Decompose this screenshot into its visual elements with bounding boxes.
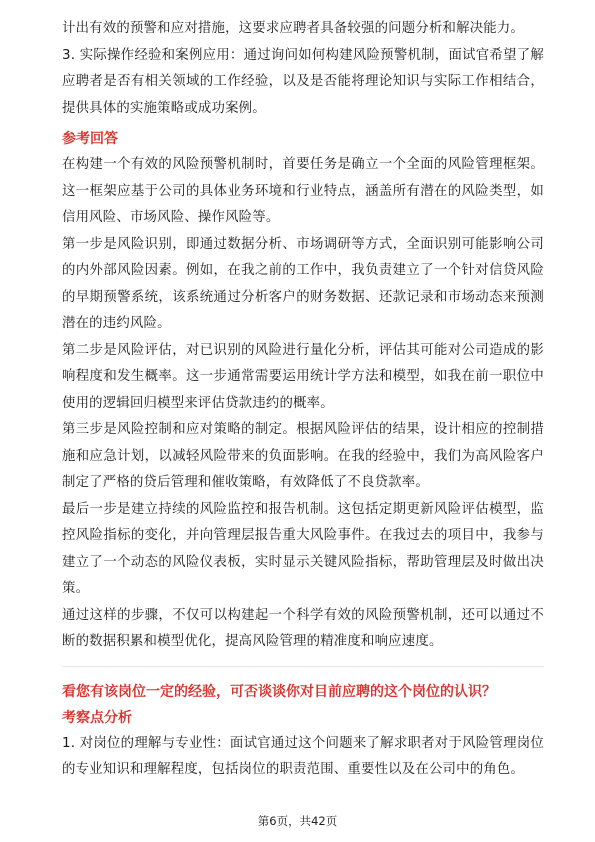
- answer-paragraph-3: 第二步是风险评估，对已识别的风险进行量化分析，评估其可能对公司造成的影响程度和发生概率。这一步通常需要运用统计学方法和模型，如我在前一职位中使用的逻辑回归模型来评估贷款违约的概率。: [62, 342, 544, 411]
- analysis-point-1: 1. 对岗位的理解与专业性：面试官通过这个问题来了解求职者对于风险管理岗位的专业知识和理解程度，包括岗位的职责范围、重要性以及在公司中的角色。: [62, 735, 544, 777]
- answer-paragraph-1: 在构建一个有效的风险预警机制时，首要任务是确立一个全面的风险管理框架。这一框架应基于公司的具体业务环境和行业特点，涵盖所有潜在的风险类型，如信用风险、市场风险、操作风险等。: [62, 157, 544, 225]
- document-body: [62, 16, 544, 784]
- page-number-footer: 第6页，共42页: [257, 814, 338, 828]
- intro-tail-paragraph: 计出有效的预警和应对措施，这要求应聘者具备较强的问题分析和解决能力。: [62, 21, 525, 36]
- next-question-heading: 看您有该岗位一定的经验，可否谈谈你对目前应聘的这个岗位的认识？: [62, 683, 496, 700]
- answer-paragraph-4: 第三步是风险控制和应对策略的制定。根据风险评估的结果，设计相应的控制措施和应急计划，以减轻风险带来的负面影响。在我的经验中，我们为高风险客户制定了严格的贷后管理和催收策略，有效降低了不良贷款率。: [62, 422, 544, 490]
- answer-heading: 参考回答: [62, 131, 118, 147]
- answer-paragraph-2: 第一步是风险识别，即通过数据分析、市场调研等方式，全面识别可能影响公司的内外部风险因素。例如，在我之前的工作中，我负责建立了一个针对信贷风险的早期预警系统，该系统通过分析客户的财务数据、还款记录和市场动态来预测潜在的违约风险。: [62, 236, 544, 331]
- section-divider: [62, 666, 544, 667]
- answer-paragraph-5: 最后一步是建立持续的风险监控和报告机制。这包括定期更新风险评估模型，监控风险指标的变化，并向管理层报告重大风险事件。在我过去的项目中，我参与建立了一个动态的风险仪表板，实时显示关键风险指标，帮助管理层及时做出决策。: [62, 501, 544, 596]
- point-3-paragraph: 3. 实际操作经验和案例应用：通过询问如何构建风险预警机制，面试官希望了解应聘者是否有相关领域的工作经验，以及是否能将理论知识与实际工作相结合，提供具体的实施策略或成功案例。: [62, 47, 544, 116]
- analysis-heading: 考察点分析: [62, 709, 132, 726]
- answer-paragraph-6: 通过这样的步骤，不仅可以构建起一个科学有效的风险预警机制，还可以通过不断的数据积累和模型优化，提高风险管理的精准度和响应速度。: [62, 607, 544, 649]
